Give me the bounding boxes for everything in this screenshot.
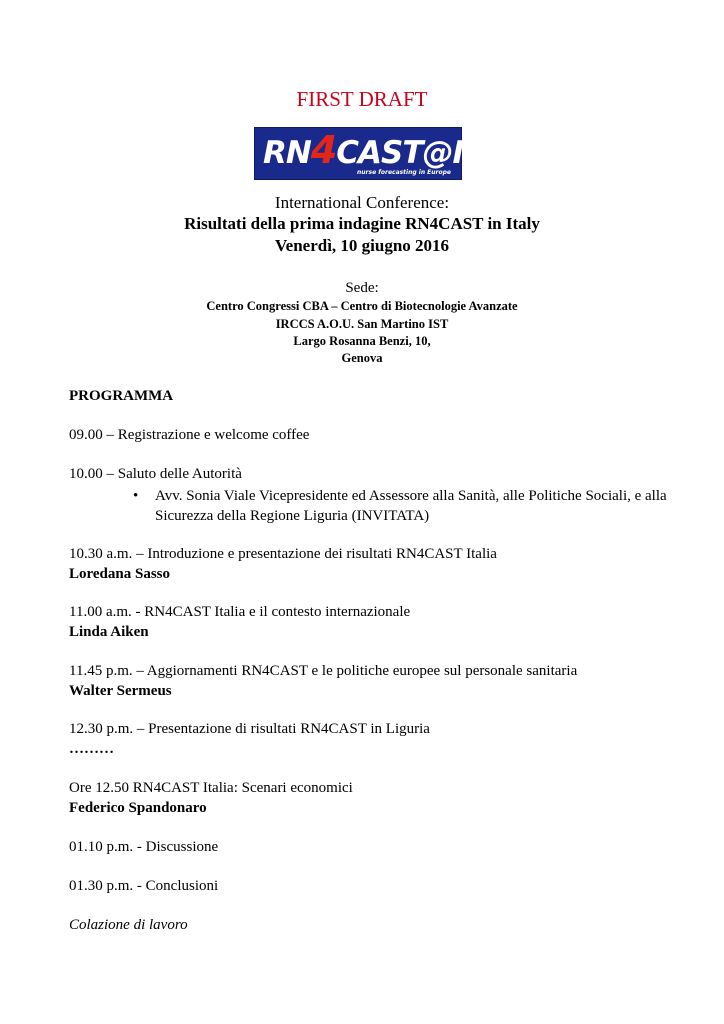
closing-note: Colazione di lavoro xyxy=(69,917,188,933)
conference-type: International Conference: xyxy=(274,193,450,212)
logo-tagline: nurse forecasting in Europe xyxy=(357,169,451,176)
bullet-symbol: • xyxy=(133,488,139,504)
programme-item: Ore 12.50 RN4CAST Italia: Scenari economici xyxy=(69,780,353,796)
programme-item: 12.30 p.m. – Presentazione di risultati RN4CAST in Liguria xyxy=(69,721,430,737)
logo-wordmark xyxy=(263,128,484,172)
venue-line-2: IRCCS A.O.U. San Martino IST xyxy=(275,317,449,331)
programme-item: 10.00 – Saluto delle Autorità xyxy=(69,466,242,482)
programme-heading: PROGRAMMA xyxy=(69,388,174,404)
conference-title: Risultati della prima indagine RN4CAST in Italy xyxy=(184,214,540,233)
programme-item: 11.45 p.m. – Aggiornamenti RN4CAST e le politiche europee sul personale sanitaria xyxy=(69,663,578,679)
programme-speaker: Federico Spandonaro xyxy=(69,800,207,816)
programme-speaker: Linda Aiken xyxy=(69,624,149,640)
rn4cast-logo xyxy=(254,127,484,180)
conference-date: Venerdì, 10 giugno 2016 xyxy=(274,236,450,255)
draft-label: FIRST DRAFT xyxy=(296,87,428,111)
programme-item: 09.00 – Registrazione e welcome coffee xyxy=(69,427,310,443)
venue-line-3: Largo Rosanna Benzi, 10, xyxy=(293,334,431,348)
logo-part-four: 4 xyxy=(310,128,337,172)
programme-speaker: Loredana Sasso xyxy=(69,566,171,582)
logo-part-rn: RN xyxy=(263,135,311,171)
programme-item: 11.00 a.m. - RN4CAST Italia e il contesto internazionale xyxy=(69,604,411,620)
programme-item: 10.30 a.m. – Introduzione e presentazione dei risultati RN4CAST Italia xyxy=(69,546,497,562)
programme-item: 01.30 p.m. - Conclusioni xyxy=(69,878,219,894)
programme-speaker: Walter Sermeus xyxy=(69,683,172,699)
venue-line-4: Genova xyxy=(341,351,383,365)
venue-line-1: Centro Congressi CBA – Centro di Biotecnologie Avanzate xyxy=(206,299,518,313)
programme-item: 01.10 p.m. - Discussione xyxy=(69,839,219,855)
bullet-text: Avv. Sonia Viale Vicepresidente ed Assessore alla Sanità, alle Politiche Sociali, e alla Sicurezza della Regione Liguria (INVITATA) xyxy=(155,488,667,524)
logo-part-cast: CAST@IT xyxy=(336,135,484,171)
venue-label: Sede: xyxy=(345,280,379,296)
programme-speaker: ……… xyxy=(69,741,114,757)
